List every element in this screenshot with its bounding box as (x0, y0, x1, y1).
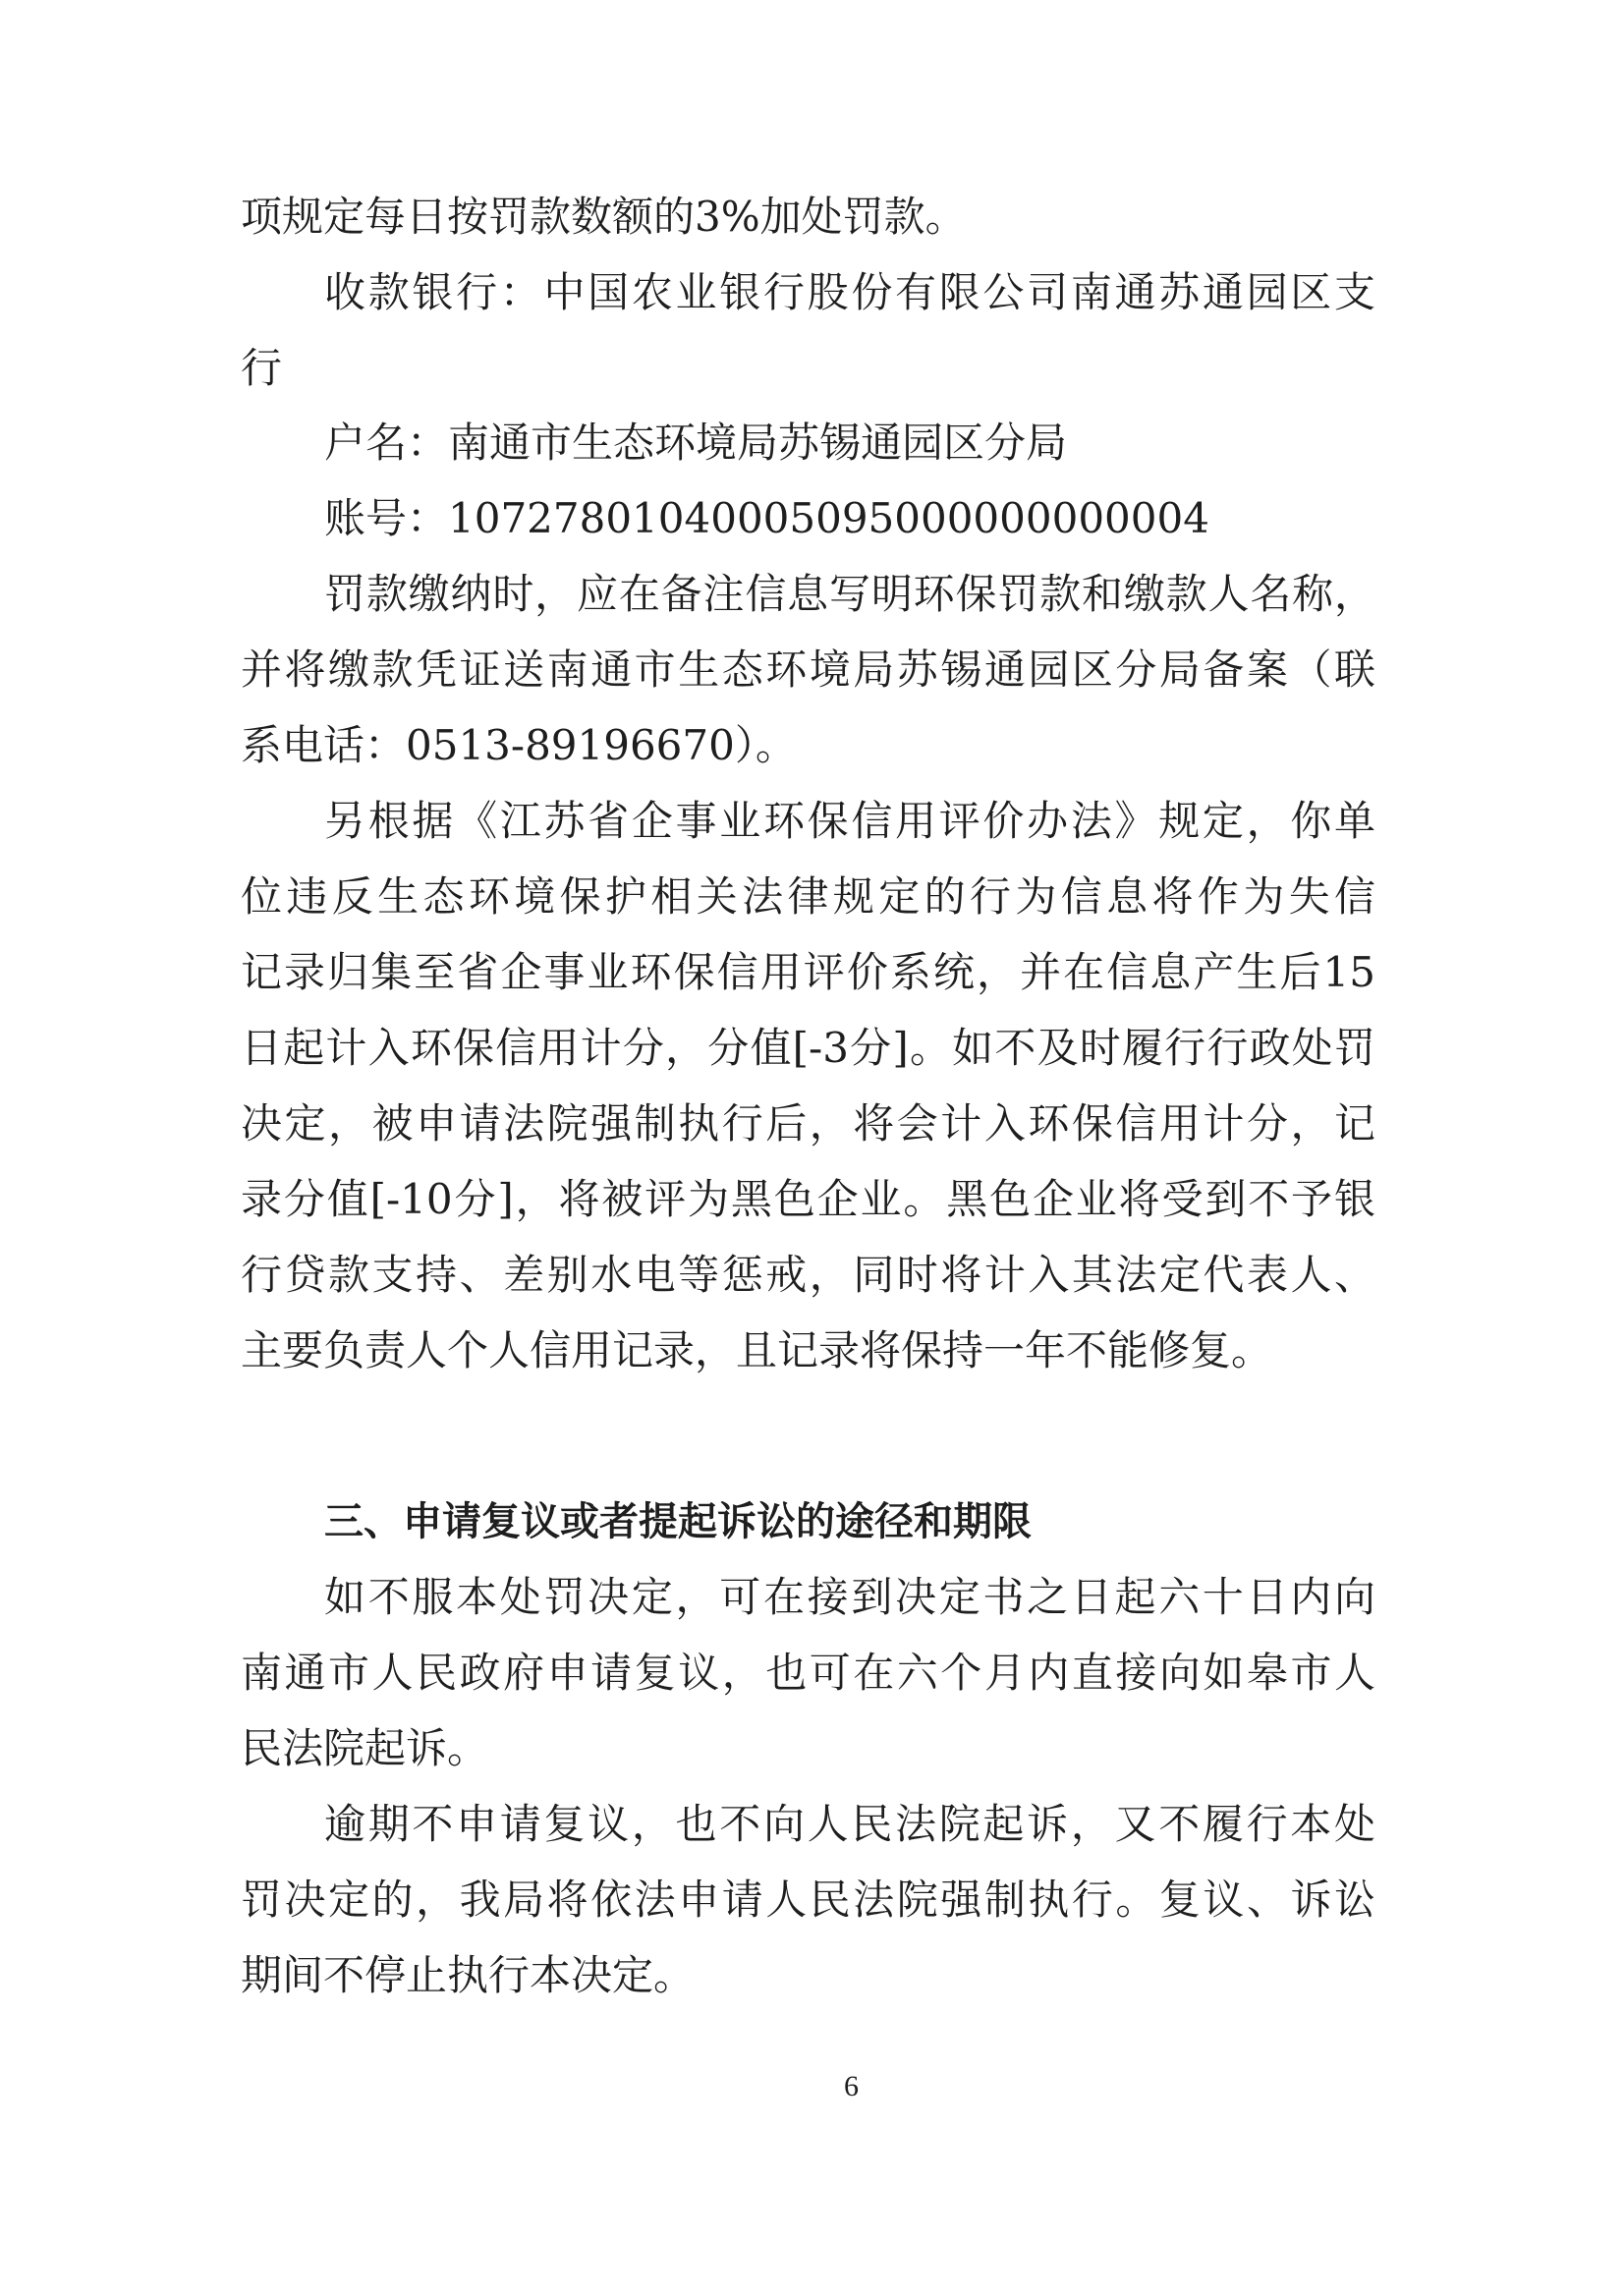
text-line: 逾期不申请复议，也不向人民法院起诉，又不履行本处 (324, 1800, 1375, 1848)
text-line: 记录归集至省企事业环保信用评价系统，并在信息产生后15 (241, 948, 1375, 996)
text-line: 罚款缴纳时，应在备注信息写明环保罚款和缴款人名称， (324, 570, 1375, 618)
text-line: 罚决定的，我局将依法申请人民法院强制执行。复议、诉讼 (241, 1876, 1375, 1924)
text-line: 录分值[-10分]，将被评为黑色企业。黑色企业将受到不予银 (241, 1175, 1375, 1223)
text-line: 民法院起诉。 (241, 1724, 489, 1772)
text-line: 决定，被申请法院强制执行后，将会计入环保信用计分，记 (241, 1099, 1375, 1148)
page-number: 6 (844, 2070, 859, 2102)
text-line: 日起计入环保信用计分，分值[-3分]。如不及时履行行政处罚 (241, 1024, 1375, 1072)
text-line: 位违反生态环境保护相关法律规定的行为信息将作为失信 (241, 872, 1375, 921)
text-line: 户名：南通市生态环境局苏锡通园区分局 (324, 419, 1068, 467)
text-line: 账号：10727801040005095000000000004 (324, 494, 1209, 542)
text-line: 并将缴款凭证送南通市生态环境局苏锡通园区分局备案（联 (241, 645, 1375, 694)
text-line: 行 (241, 344, 283, 392)
section-heading: 三、申请复议或者提起诉讼的途径和期限 (324, 1499, 1032, 1544)
text-line: 行贷款支持、差别水电等惩戒，同时将计入其法定代表人、 (241, 1251, 1375, 1299)
text-line: 如不服本处罚决定，可在接到决定书之日起六十日内向 (324, 1573, 1375, 1621)
text-line: 期间不停止执行本决定。 (241, 1951, 696, 1999)
text-line: 主要负责人个人信用记录，且记录将保持一年不能修复。 (241, 1326, 1273, 1374)
text-line: 系电话：0513-89196670）。 (241, 721, 797, 769)
text-line: 项规定每日按罚款数额的3%加处罚款。 (241, 193, 967, 241)
text-line: 另根据《江苏省企事业环保信用评价办法》规定，你单 (324, 797, 1375, 845)
text-line: 南通市人民政府申请复议，也可在六个月内直接向如皋市人 (241, 1649, 1375, 1697)
text-line: 收款银行：中国农业银行股份有限公司南通苏通园区支 (324, 268, 1375, 316)
